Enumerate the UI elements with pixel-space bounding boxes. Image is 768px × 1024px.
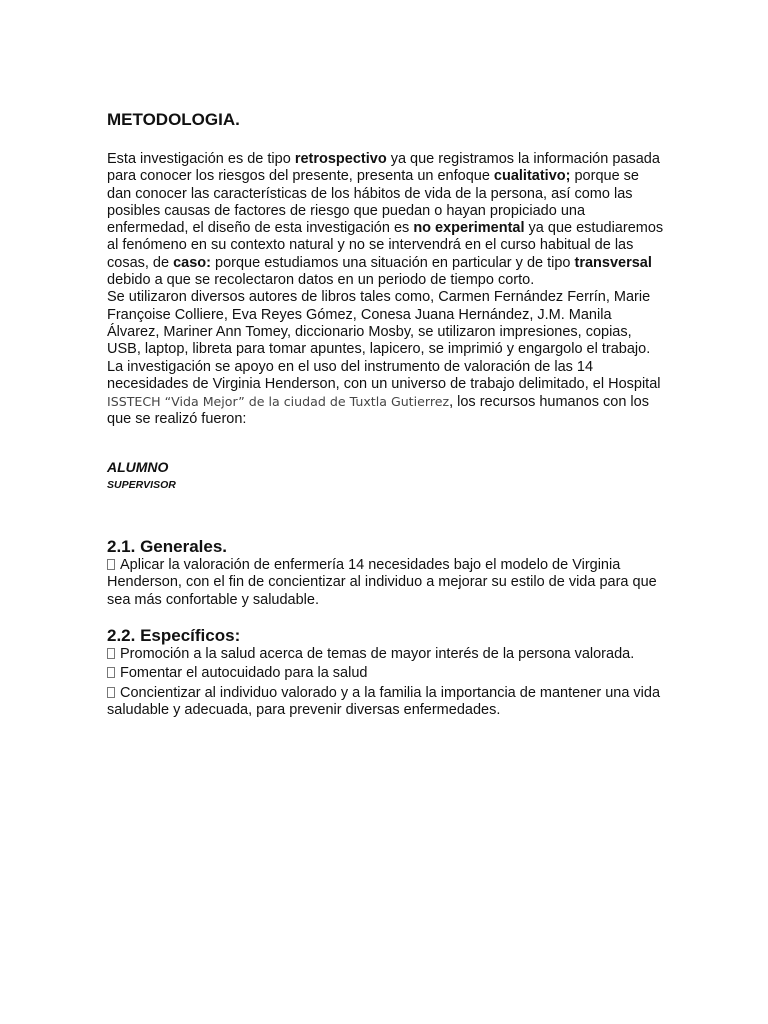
text-run: ya que registramos la información pasada para conocer los riesgos del presente, presenta un enfoque xyxy=(107,151,660,185)
section-heading-metodologia: METODOLOGIA. xyxy=(107,110,240,129)
text-run: ya que estudiaremos al fenómeno en su contexto natural y no se intervendrá en el curso habitual de las cosas, de xyxy=(107,220,664,271)
heading-generales: 2.1. Generales. xyxy=(107,537,228,556)
list-item-text: Fomentar el autocuidado para la salud xyxy=(120,665,368,681)
missing-glyph-bullet-icon xyxy=(107,648,115,659)
text-run-authors: Se utilizaron diversos autores de libros tales como, Carmen Fernández Ferrín, Marie Françoise Colliere, Eva Reyes Gómez, Conesa Juana Hernández, J.M. Manila Álvarez, Mariner Ann Tomey, diccionario Mosby, se utilizaron impresiones, copias, USB, laptop, libreta para tomar apuntes, lapicero, se imprimió y engargolo el trabajo. xyxy=(107,289,651,358)
list-item-text: Concientizar al individuo valorado y a la familia la importancia de mantener una vida saludable y adecuada, para prevenir diversas enfermedades. xyxy=(107,685,661,719)
methodology-paragraph xyxy=(107,151,667,429)
missing-glyph-bullet-icon xyxy=(107,559,115,570)
list-item-text: Aplicar la valoración de enfermería 14 necesidades bajo el modelo de Virginia Henderson, con el fin de concientizar al individuo a mejorar su estilo de vida para que sea más confortable y saludable. xyxy=(107,557,657,608)
text-run: , los recursos humanos con los que se realizó fueron: xyxy=(107,394,649,428)
bold-term-caso: caso: xyxy=(173,254,211,271)
list-item-specific xyxy=(107,685,667,720)
text-run: Esta investigación es de tipo xyxy=(107,151,295,167)
bold-term-cualitativo: cualitativo; xyxy=(493,168,571,185)
supervisor-label: SUPERVISOR xyxy=(107,479,176,491)
text-run: porque se dan conocer las características de los hábitos de vida de la persona, así como las posibles causas de factores de riesgo que puedan o hayan propiciado una enfermedad, el diseño de esta investigación es xyxy=(107,168,639,237)
text-run: La investigación se apoyo en el uso del instrumento de valoración de las 14 necesidades de Virginia Henderson, con un universo de trabajo delimitado, el Hospital xyxy=(107,358,661,392)
heading-especificos: 2.2. Específicos: xyxy=(107,626,241,645)
bold-term-transversal: transversal xyxy=(574,254,652,271)
alumno-label: ALUMNO xyxy=(107,459,169,475)
bold-term-retrospectivo: retrospectivo xyxy=(294,151,387,167)
list-item-specific xyxy=(107,646,667,663)
list-item-text: Promoción a la salud acerca de temas de mayor interés de la persona valorada. xyxy=(120,646,635,662)
text-run: debido a que se recolectaron datos en un periodo de tiempo corto. xyxy=(107,272,535,289)
list-item-specific xyxy=(107,665,667,682)
missing-glyph-bullet-icon xyxy=(107,687,115,698)
missing-glyph-bullet-icon xyxy=(107,667,115,678)
bold-term-no-experimental: no experimental xyxy=(413,220,525,237)
list-item-general xyxy=(107,557,667,609)
hospital-name: ISSTECH “Vida Mejor” de la ciudad de Tuxtla Gutierrez xyxy=(107,394,450,410)
text-run: porque estudiamos una situación en particular y de tipo xyxy=(210,254,575,271)
